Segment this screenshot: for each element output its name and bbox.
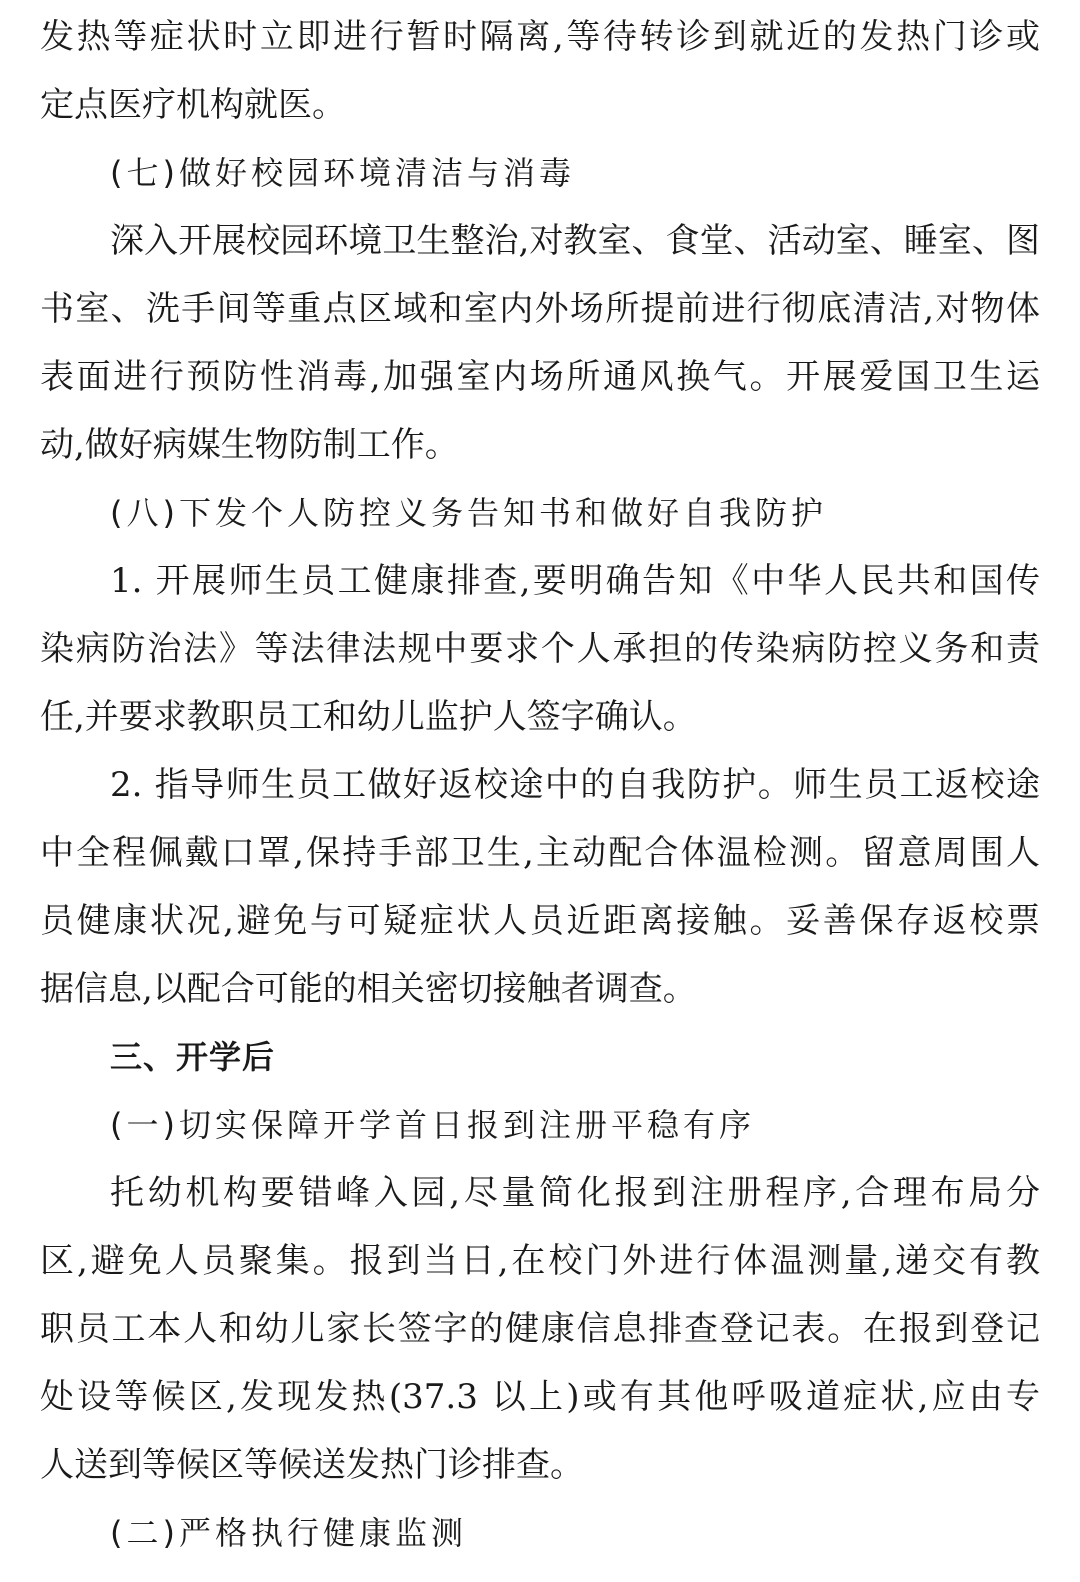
paragraph-line: 处设等候区,发现发热(37.3 以上)或有其他呼吸道症状,应由专 [40, 1377, 1040, 1417]
paragraph-line: 1. 开展师生员工健康排查,要明确告知《中华人民共和国传 [110, 561, 1040, 601]
section-heading-8: (八)下发个人防控义务告知书和做好自我防护 [110, 494, 827, 532]
paragraph-line: 职员工本人和幼儿家长签字的健康信息排查登记表。在报到登记 [40, 1309, 1040, 1349]
paragraph-line: 任,并要求教职员工和幼儿监护人签字确认。 [40, 697, 697, 737]
section-heading-2: (二)严格执行健康监测 [110, 1514, 467, 1552]
chapter-heading: 三、开学后 [110, 1038, 276, 1076]
paragraph-line: 发热等症状时立即进行暂时隔离,等待转诊到就近的发热门诊或 [40, 17, 1040, 57]
paragraph-line: 中全程佩戴口罩,保持手部卫生,主动配合体温检测。留意周围人 [40, 833, 1040, 873]
paragraph-line: 书室、洗手间等重点区域和室内外场所提前进行彻底清洁,对物体 [40, 289, 1040, 329]
paragraph-line: 区,避免人员聚集。报到当日,在校门外进行体温测量,递交有教 [40, 1241, 1040, 1281]
paragraph-line: 染病防治法》等法律法规中要求个人承担的传染病防控义务和责 [40, 629, 1040, 669]
paragraph-line: 深入开展校园环境卫生整治,对教室、食堂、活动室、睡室、图 [110, 221, 1040, 261]
paragraph-line: 定点医疗机构就医。 [40, 85, 346, 125]
paragraph-line: 动,做好病媒生物防制工作。 [40, 425, 459, 465]
paragraph-line: 员健康状况,避免与可疑症状人员近距离接触。妥善保存返校票 [40, 901, 1040, 941]
section-heading-7: (七)做好校园环境清洁与消毒 [110, 154, 575, 192]
paragraph-line: 表面进行预防性消毒,加强室内场所通风换气。开展爱国卫生运 [40, 357, 1040, 397]
paragraph-line: 托幼机构要错峰入园,尽量简化报到注册程序,合理布局分 [110, 1173, 1040, 1213]
paragraph-line: 人送到等候区等候送发热门诊排查。 [40, 1445, 584, 1485]
paragraph-line: 据信息,以配合可能的相关密切接触者调查。 [40, 969, 697, 1009]
paragraph-line: 2. 指导师生员工做好返校途中的自我防护。师生员工返校途 [110, 765, 1040, 805]
section-heading-1: (一)切实保障开学首日报到注册平稳有序 [110, 1106, 755, 1144]
